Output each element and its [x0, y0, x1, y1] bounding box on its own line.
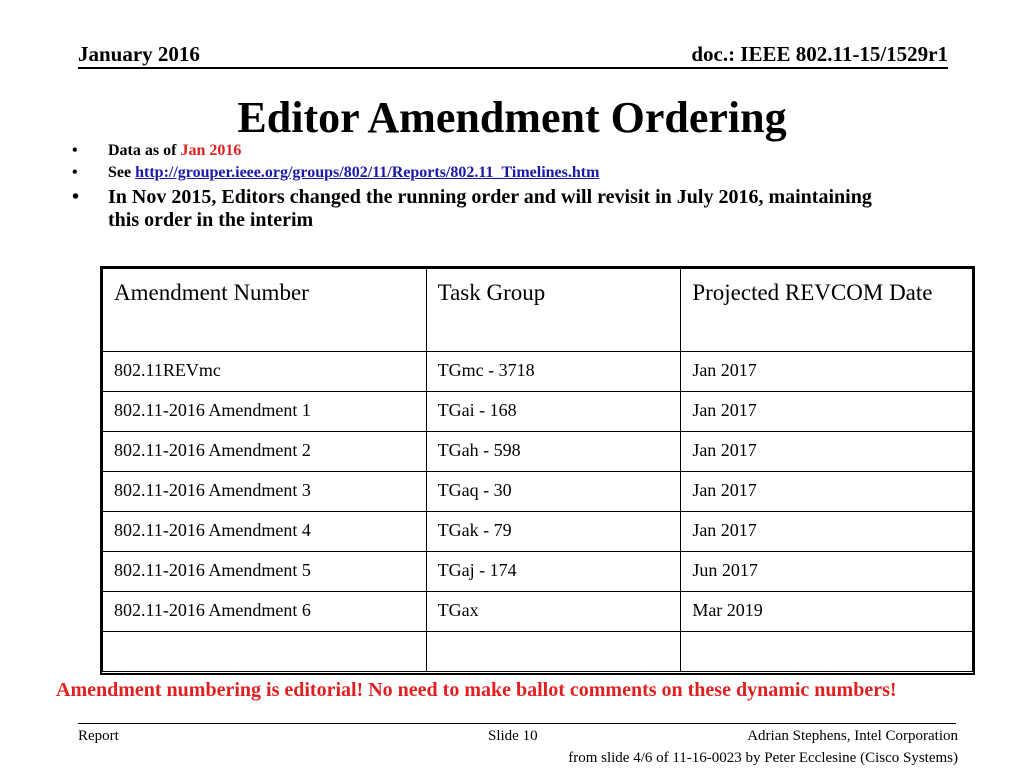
bullet-nov-2015: [72, 186, 892, 232]
table-row: [103, 552, 973, 592]
table-row: [103, 392, 973, 432]
task-group-cell: TGmc - 3718: [426, 352, 681, 392]
bullet-icon: •: [72, 142, 78, 159]
table-row: [103, 512, 973, 552]
table-row: [103, 592, 973, 632]
bullet-icon: •: [72, 186, 80, 208]
footer-slide-number: Slide 10: [488, 728, 538, 744]
table-header-row: [103, 269, 973, 352]
amendment-cell: 802.11-2016 Amendment 3: [103, 472, 427, 512]
amendment-cell: [103, 632, 427, 672]
task-group-cell: TGaj - 174: [426, 552, 681, 592]
revcom-date-cell: Mar 2019: [681, 592, 973, 632]
data-date: Jan 2016: [180, 142, 242, 159]
timelines-link[interactable]: http://grouper.ieee.org/groups/802/11/Reports/802.11_Timelines.htm: [135, 164, 600, 181]
bullet-see-link: [72, 162, 892, 184]
header-doc-number: doc.: IEEE 802.11-15/1529r1: [691, 42, 948, 66]
task-group-cell: [426, 632, 681, 672]
table-row: [103, 472, 973, 512]
header-divider: [78, 67, 948, 69]
amendment-cell: 802.11REVmc: [103, 352, 427, 392]
amendment-cell: 802.11-2016 Amendment 6: [103, 592, 427, 632]
header-amendment-number: Amendment Number: [103, 269, 427, 352]
revcom-date-cell: Jan 2017: [681, 352, 973, 392]
footer-author: Adrian Stephens, Intel Corporation: [747, 728, 958, 744]
task-group-cell: TGak - 79: [426, 512, 681, 552]
task-group-cell: TGah - 598: [426, 432, 681, 472]
revcom-date-cell: Jan 2017: [681, 392, 973, 432]
table-row-empty: [103, 632, 973, 672]
task-group-cell: TGai - 168: [426, 392, 681, 432]
task-group-cell: TGax: [426, 592, 681, 632]
revcom-date-cell: Jun 2017: [681, 552, 973, 592]
revcom-date-cell: Jan 2017: [681, 512, 973, 552]
bullet-icon: •: [72, 164, 78, 181]
amendment-cell: 802.11-2016 Amendment 2: [103, 432, 427, 472]
editorial-note: Amendment numbering is editorial! No need to make ballot comments on these dynamic numbers!: [56, 679, 897, 701]
amendment-cell: 802.11-2016 Amendment 1: [103, 392, 427, 432]
nov-2015-text: In Nov 2015, Editors changed the running order and will revisit in July 2016, maintaining this order in the interim: [108, 186, 872, 231]
table-row: [103, 352, 973, 392]
amendment-table: [102, 268, 973, 672]
amendment-cell: 802.11-2016 Amendment 4: [103, 512, 427, 552]
see-label: See: [108, 164, 136, 181]
slide-title: Editor Amendment Ordering: [237, 93, 787, 142]
revcom-date-cell: Jan 2017: [681, 432, 973, 472]
header-date: January 2016: [78, 42, 200, 66]
data-as-of-label: Data as of: [108, 142, 181, 159]
revcom-date-cell: [681, 632, 973, 672]
header-revcom-date: Projected REVCOM Date: [681, 269, 973, 352]
revcom-date-cell: Jan 2017: [681, 472, 973, 512]
header-task-group: Task Group: [426, 269, 681, 352]
bullet-data-as-of: [72, 140, 892, 162]
footer-report: Report: [78, 728, 119, 744]
table-row: [103, 432, 973, 472]
task-group-cell: TGaq - 30: [426, 472, 681, 512]
footer-divider: [78, 723, 956, 724]
amendment-cell: 802.11-2016 Amendment 5: [103, 552, 427, 592]
bullet-list: [72, 140, 892, 232]
footer-source: from slide 4/6 of 11-16-0023 by Peter Ecclesine (Cisco Systems): [568, 750, 958, 766]
